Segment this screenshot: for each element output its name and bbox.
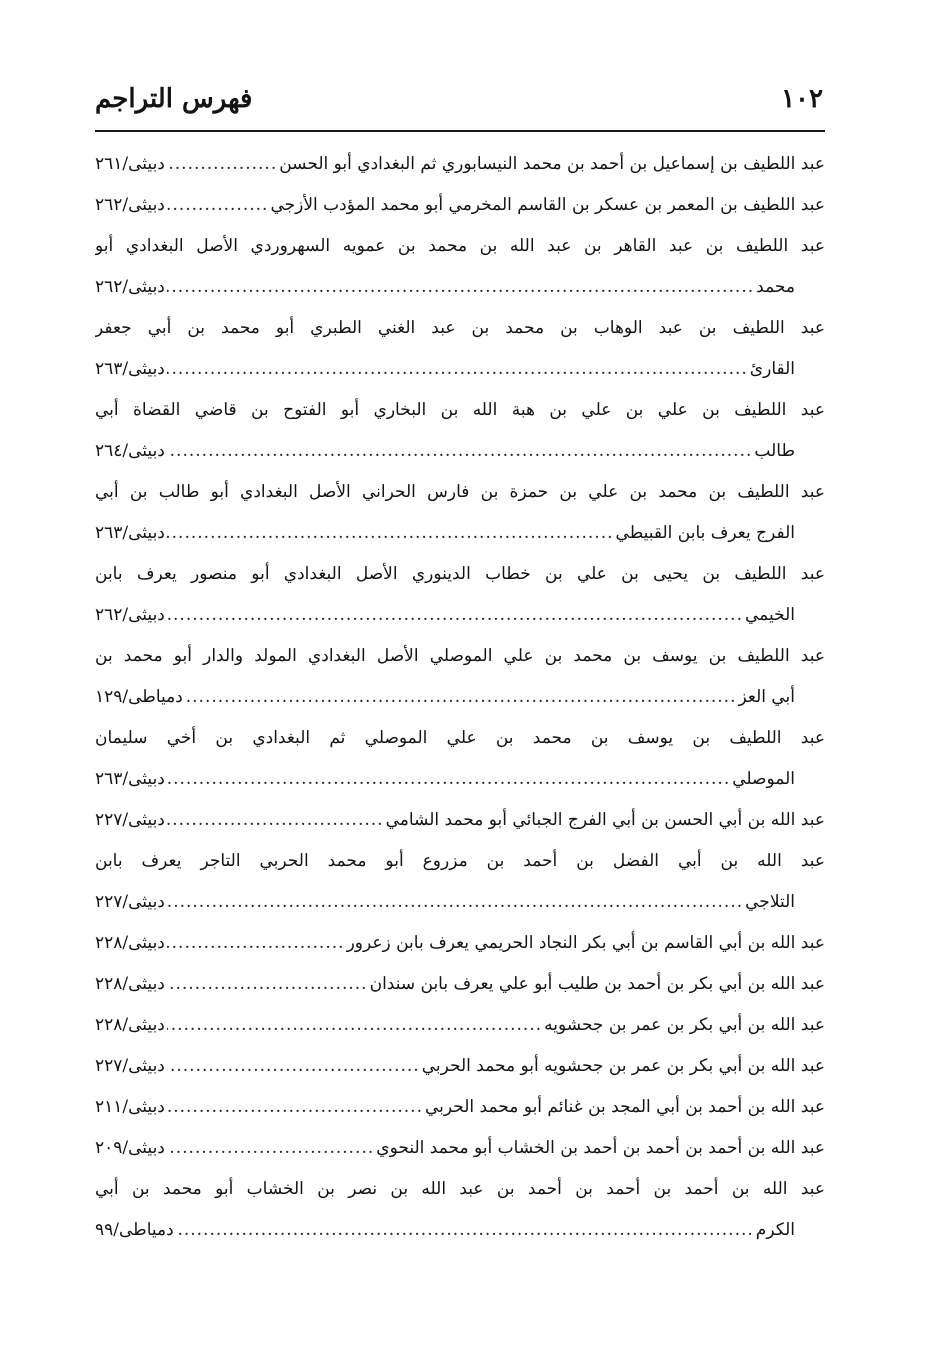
running-title: فهرس التراجم: [95, 84, 253, 114]
entry-line: عبد الله بن أبي الفضل بن أحمد بن مزروع أبو محمد الحربي التاجر يعرف بابن: [95, 851, 825, 871]
entry-name: عبد اللطيف بن المعمر بن عسكر بن القاسم المخرمي أبو محمد المؤدب الأزجي: [270, 195, 825, 215]
source-reference: دبيثى/٢٦٣: [95, 359, 165, 379]
source-reference: دبيثى/٢٢٨: [95, 933, 165, 953]
entry-name: الخيمي: [744, 605, 795, 625]
entry-name: الفرج يعرف بابن القبيطي: [615, 523, 795, 543]
source-reference: دبيثى/٢٢٧: [95, 1056, 165, 1076]
entry-line: عبد اللطيف بن عبد الوهاب بن محمد بن عبد الغني الطبري أبو محمد بن أبي جعفر: [95, 318, 825, 338]
dot-leader: [167, 1046, 420, 1087]
entry-line: [95, 882, 825, 923]
dot-leader: [167, 1128, 374, 1169]
source-reference: دبيثى/٢٦٤: [95, 441, 165, 461]
dot-leader: [167, 349, 748, 390]
entry-line: [95, 513, 825, 554]
index-entry: [95, 800, 825, 841]
entry-line: [95, 800, 825, 841]
index-entry: [95, 718, 825, 800]
entry-line: [95, 1128, 825, 1169]
entry-line: [95, 1005, 825, 1046]
source-reference: دمياطى/١٢٩: [95, 687, 183, 707]
entry-line: [95, 923, 825, 964]
source-reference: دبيثى/٢٢٧: [95, 810, 165, 830]
entry-name: عبد الله بن أحمد بن أحمد بن أحمد بن الخشاب أبو محمد النحوي: [376, 1138, 825, 1158]
dot-leader: [176, 1210, 754, 1251]
dot-leader: [167, 923, 345, 964]
entry-line: [95, 1046, 825, 1087]
entry-name: عبد الله بن أبي القاسم بن أبي بكر النجاد الحريمي يعرف بابن زعرور: [346, 933, 825, 953]
entry-line: عبد اللطيف بن يوسف بن محمد بن علي الموصلي ثم البغدادي بن أخي سليمان: [95, 728, 825, 748]
entry-name: الموصلي: [732, 769, 795, 789]
dot-leader: [167, 759, 730, 800]
index-entry: [95, 144, 825, 185]
dot-leader: [167, 185, 269, 226]
source-reference: دبيثى/٢٦٢: [95, 277, 165, 297]
source-reference: دمياطى/٩٩: [95, 1220, 174, 1240]
dot-leader: [185, 677, 737, 718]
dot-leader: [167, 1087, 423, 1128]
source-reference: دبيثى/٢٦١: [95, 154, 165, 174]
entry-name: عبد اللطيف بن إسماعيل بن أحمد بن محمد النيسابوري ثم البغدادي أبو الحسن: [279, 154, 825, 174]
source-reference: دبيثى/٢٢٧: [95, 892, 165, 912]
entry-line: [95, 431, 825, 472]
dot-leader: [167, 1005, 542, 1046]
index-entry: [95, 841, 825, 923]
index-entry: [95, 185, 825, 226]
dot-leader: [167, 882, 743, 923]
index-entry: [95, 554, 825, 636]
source-reference: دبيثى/٢٠٩: [95, 1138, 165, 1158]
index-entry: [95, 1005, 825, 1046]
entry-name: القارئ: [749, 359, 795, 379]
entry-line: [95, 144, 825, 185]
entry-line: عبد اللطيف بن يحيى بن علي بن خطاب الدينوري الأصل البغدادي أبو منصور يعرف بابن: [95, 564, 825, 584]
entry-line: عبد اللطيف بن عبد القاهر بن عبد الله بن محمد بن عمويه السهروردي الأصل البغدادي أبو: [95, 236, 825, 256]
entry-line: [95, 964, 825, 1005]
entry-line: [95, 1087, 825, 1128]
index-entry: [95, 1128, 825, 1169]
entry-name: التلاجي: [745, 892, 795, 912]
entry-name: عبد الله بن أبي بكر بن أحمد بن طليب أبو علي يعرف بابن سندان: [369, 974, 825, 994]
index-entry: [95, 226, 825, 308]
source-reference: دبيثى/٢٦٢: [95, 195, 165, 215]
dot-leader: [167, 431, 753, 472]
entry-line: [95, 1210, 825, 1251]
source-reference: دبيثى/٢١١: [95, 1097, 165, 1117]
entry-line: عبد اللطيف بن محمد بن علي بن حمزة بن فارس الحراني الأصل البغدادي أبو طالب بن أبي: [95, 482, 825, 502]
page-number: ١٠٢: [781, 84, 823, 114]
index-entry: [95, 1046, 825, 1087]
dot-leader: [167, 513, 614, 554]
entry-name: عبد الله بن أبي بكر بن عمر بن جحشويه أبو محمد الحربي: [421, 1056, 825, 1076]
entry-line: [95, 349, 825, 390]
index-entry: [95, 390, 825, 472]
entry-name: عبد الله بن أبي الحسن بن أبي الفرج الجبائي أبو محمد الشامي: [385, 810, 825, 830]
dot-leader: [167, 595, 743, 636]
entry-line: [95, 677, 825, 718]
entry-line: [95, 759, 825, 800]
source-reference: دبيثى/٢٦٢: [95, 605, 165, 625]
index-entry: [95, 923, 825, 964]
page-header: [95, 80, 823, 122]
entry-line: [95, 185, 825, 226]
index-entry: [95, 472, 825, 554]
index-entries: [95, 144, 825, 1251]
entry-line: عبد اللطيف بن يوسف بن محمد بن علي الموصلي الأصل البغدادي المولد والدار أبو محمد بن: [95, 646, 825, 666]
index-entry: [95, 308, 825, 390]
header-rule: [95, 130, 825, 132]
index-entry: [95, 1169, 825, 1251]
entry-line: عبد اللطيف بن علي بن علي بن هبة الله بن البخاري أبو الفتوح بن قاضي القضاة أبي: [95, 400, 825, 420]
dot-leader: [167, 267, 754, 308]
entry-line: [95, 267, 825, 308]
source-reference: دبيثى/٢٢٨: [95, 1015, 165, 1035]
source-reference: دبيثى/٢٢٨: [95, 974, 165, 994]
entry-line: [95, 595, 825, 636]
entry-name: أبي العز: [738, 687, 795, 707]
index-entry: [95, 1087, 825, 1128]
dot-leader: [167, 144, 277, 185]
entry-line: عبد الله بن أحمد بن أحمد بن أحمد بن عبد الله بن نصر بن الخشاب أبو محمد بن أبي: [95, 1179, 825, 1199]
dot-leader: [167, 800, 384, 841]
entry-name: طالب: [754, 441, 795, 461]
source-reference: دبيثى/٢٦٣: [95, 523, 165, 543]
entry-name: الكرم: [755, 1220, 795, 1240]
entry-name: عبد الله بن أبي بكر بن عمر بن جحشويه: [544, 1015, 825, 1035]
index-entry: [95, 964, 825, 1005]
source-reference: دبيثى/٢٦٣: [95, 769, 165, 789]
entry-name: عبد الله بن أحمد بن أبي المجد بن غنائم أبو محمد الحربي: [424, 1097, 825, 1117]
dot-leader: [167, 964, 368, 1005]
index-entry: [95, 636, 825, 718]
entry-name: محمد: [756, 277, 795, 297]
